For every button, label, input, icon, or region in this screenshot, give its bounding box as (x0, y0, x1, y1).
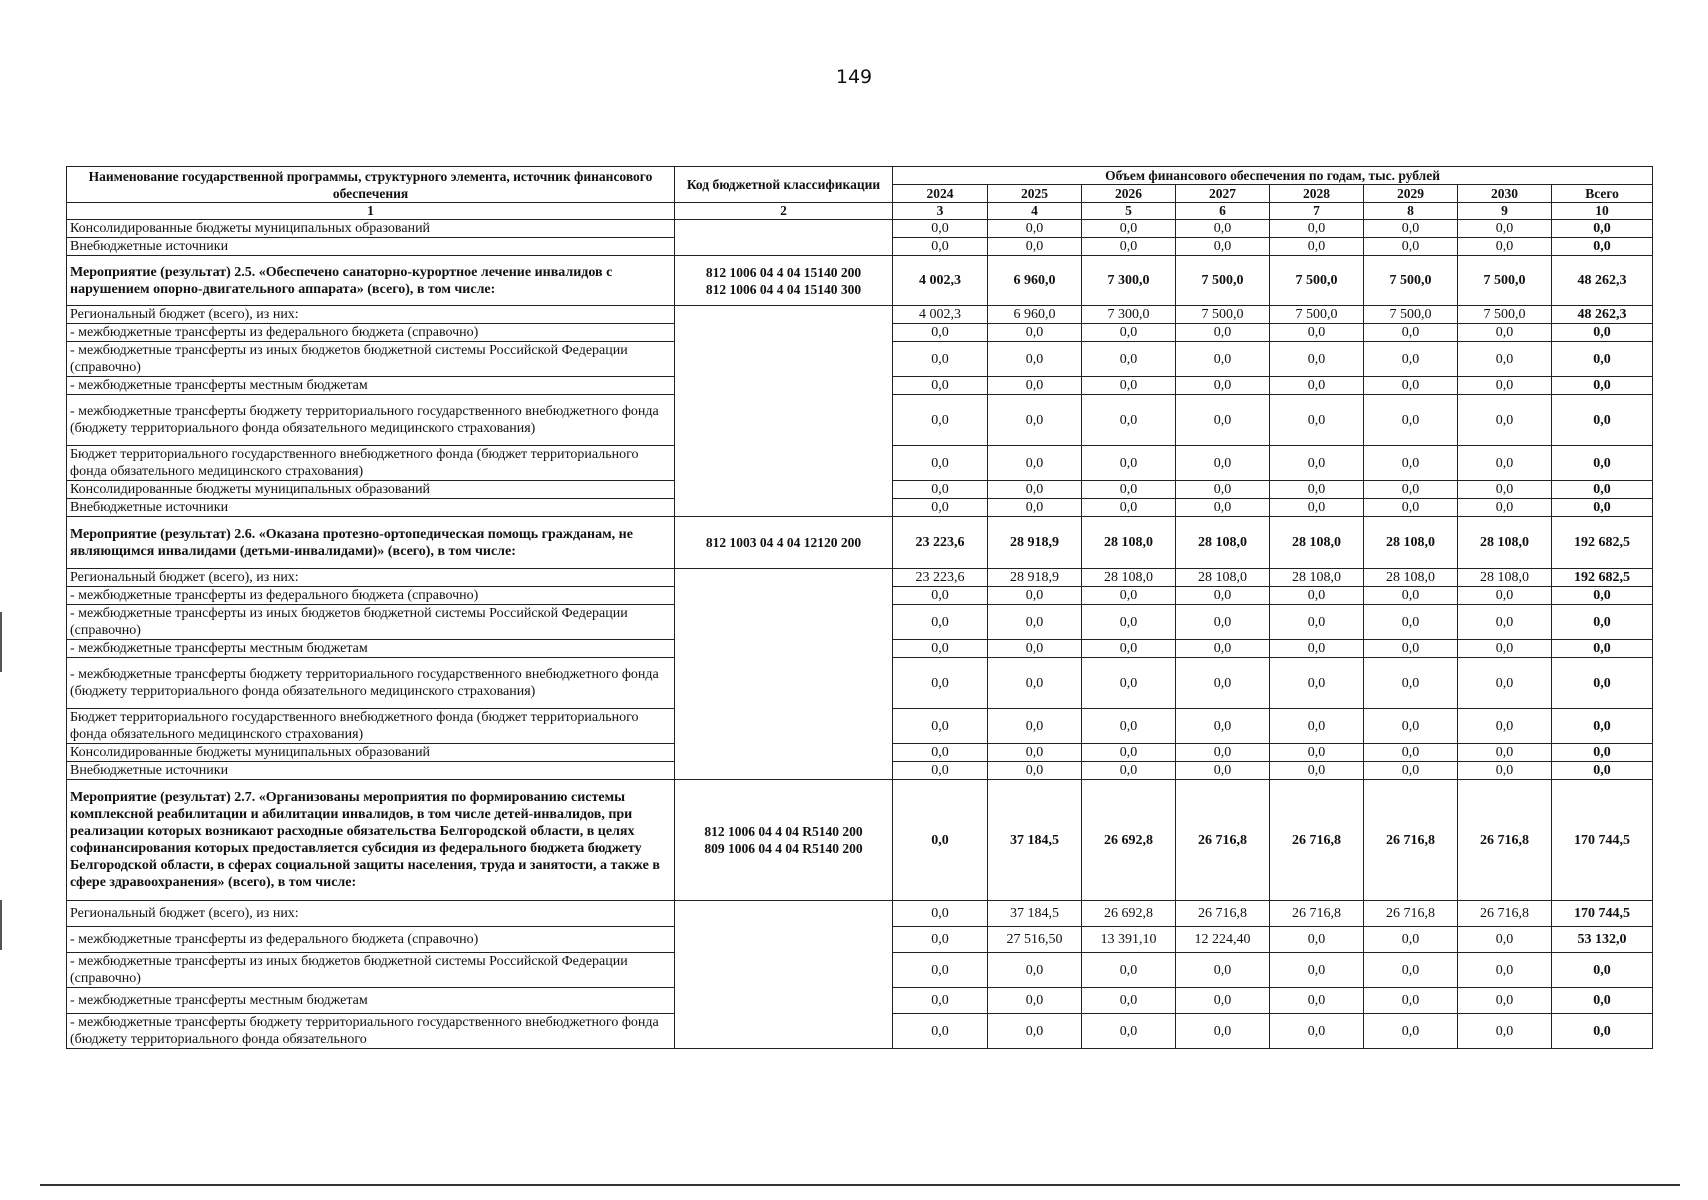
year-value: 0,0 (893, 220, 988, 238)
year-value: 0,0 (893, 446, 988, 481)
row-total: 0,0 (1552, 395, 1653, 446)
year-value: 0,0 (1364, 342, 1458, 377)
column-index: 4 (988, 203, 1082, 220)
year-value: 0,0 (1270, 988, 1364, 1014)
year-value: 0,0 (1270, 953, 1364, 988)
year-value: 0,0 (1176, 377, 1270, 395)
year-value: 0,0 (893, 238, 988, 256)
year-value: 0,0 (1176, 709, 1270, 744)
year-value: 0,0 (893, 709, 988, 744)
header-code: Код бюджетной классификации (675, 167, 893, 203)
year-value: 37 184,5 (988, 780, 1082, 901)
year-value: 0,0 (988, 953, 1082, 988)
year-value: 7 500,0 (1364, 256, 1458, 306)
year-value: 28 108,0 (1082, 517, 1176, 569)
year-value: 28 108,0 (1270, 517, 1364, 569)
row-total: 0,0 (1552, 1014, 1653, 1049)
row-total: 48 262,3 (1552, 306, 1653, 324)
table-row (67, 306, 1653, 324)
year-value: 0,0 (1176, 744, 1270, 762)
header-year: 2029 (1364, 185, 1458, 203)
year-value: 0,0 (893, 762, 988, 780)
year-value: 0,0 (1364, 499, 1458, 517)
row-name: - межбюджетные трансферты из иных бюджетов бюджетной системы Российской Федерации (справочно) (67, 605, 675, 640)
scan-margin-mark (0, 900, 2, 950)
year-value: 0,0 (1458, 238, 1552, 256)
row-name: Мероприятие (результат) 2.5. «Обеспечено санаторно-курортное лечение инвалидов с нарушением опорно-двигательного аппарата» (всего), в том числе: (67, 256, 675, 306)
year-value: 0,0 (1458, 395, 1552, 446)
year-value: 6 960,0 (988, 256, 1082, 306)
year-value: 0,0 (1176, 446, 1270, 481)
year-value: 4 002,3 (893, 256, 988, 306)
year-value: 0,0 (988, 481, 1082, 499)
table-row (67, 256, 1653, 306)
year-value: 0,0 (1270, 238, 1364, 256)
budget-code (675, 306, 893, 517)
row-total: 53 132,0 (1552, 927, 1653, 953)
row-name: - межбюджетные трансферты бюджету территориального государственного внебюджетного фонда (бюджету территориального фонда обязательного (67, 1014, 675, 1049)
row-name: Консолидированные бюджеты муниципальных образований (67, 744, 675, 762)
year-value: 0,0 (893, 1014, 988, 1049)
year-value: 0,0 (1458, 587, 1552, 605)
row-name: Региональный бюджет (всего), из них: (67, 901, 675, 927)
year-value: 0,0 (1082, 658, 1176, 709)
year-value: 28 108,0 (1364, 517, 1458, 569)
row-name: Внебюджетные источники (67, 499, 675, 517)
year-value: 0,0 (1082, 1014, 1176, 1049)
row-name: Бюджет территориального государственного внебюджетного фонда (бюджет территориального фонда обязательного медицинского страхования) (67, 709, 675, 744)
year-value: 0,0 (1364, 744, 1458, 762)
year-value: 0,0 (988, 395, 1082, 446)
year-value: 0,0 (1082, 640, 1176, 658)
budget-code (675, 220, 893, 256)
row-total: 0,0 (1552, 499, 1653, 517)
year-value: 28 108,0 (1458, 569, 1552, 587)
table-row (67, 780, 1653, 901)
year-value: 0,0 (893, 927, 988, 953)
year-value: 0,0 (988, 658, 1082, 709)
year-value: 7 500,0 (1458, 306, 1552, 324)
year-value: 7 300,0 (1082, 306, 1176, 324)
row-total: 0,0 (1552, 377, 1653, 395)
year-value: 0,0 (1270, 220, 1364, 238)
year-value: 28 108,0 (1270, 569, 1364, 587)
year-value: 0,0 (1082, 481, 1176, 499)
row-total: 170 744,5 (1552, 901, 1653, 927)
year-value: 26 716,8 (1270, 901, 1364, 927)
year-value: 0,0 (1176, 640, 1270, 658)
row-name: Бюджет территориального государственного внебюджетного фонда (бюджет территориального фонда обязательного медицинского страхования) (67, 446, 675, 481)
year-value: 0,0 (988, 709, 1082, 744)
year-value: 0,0 (1364, 238, 1458, 256)
table-row (67, 901, 1653, 927)
row-name: Региональный бюджет (всего), из них: (67, 306, 675, 324)
row-name: - межбюджетные трансферты из федерального бюджета (справочно) (67, 324, 675, 342)
table-row (67, 220, 1653, 238)
row-total: 0,0 (1552, 744, 1653, 762)
year-value: 23 223,6 (893, 569, 988, 587)
row-total: 0,0 (1552, 342, 1653, 377)
year-value: 0,0 (1270, 709, 1364, 744)
year-value: 0,0 (1270, 342, 1364, 377)
year-value: 0,0 (1364, 953, 1458, 988)
year-value: 0,0 (988, 587, 1082, 605)
row-total: 0,0 (1552, 709, 1653, 744)
header-year: 2025 (988, 185, 1082, 203)
year-value: 0,0 (1082, 220, 1176, 238)
year-value: 0,0 (1270, 658, 1364, 709)
year-value: 0,0 (1364, 220, 1458, 238)
column-index: 8 (1364, 203, 1458, 220)
year-value: 0,0 (1270, 640, 1364, 658)
year-value: 28 108,0 (1364, 569, 1458, 587)
column-index: 10 (1552, 203, 1653, 220)
column-index: 9 (1458, 203, 1552, 220)
year-value: 0,0 (1364, 395, 1458, 446)
year-value: 0,0 (1082, 395, 1176, 446)
year-value: 0,0 (893, 988, 988, 1014)
budget-code (675, 901, 893, 1049)
year-value: 0,0 (1270, 395, 1364, 446)
year-value: 26 692,8 (1082, 901, 1176, 927)
header-volume: Объем финансового обеспечения по годам, тыс. рублей (893, 167, 1653, 185)
year-value: 0,0 (1082, 238, 1176, 256)
year-value: 0,0 (1458, 709, 1552, 744)
year-value: 0,0 (893, 377, 988, 395)
row-name: Внебюджетные источники (67, 762, 675, 780)
year-value: 0,0 (1458, 658, 1552, 709)
page-number: 149 (835, 66, 873, 88)
row-name: Мероприятие (результат) 2.7. «Организованы мероприятия по формированию системы комплексной реабилитации и абилитации инвалидов, в том числе детей-инвалидов, при реализации которых возникают расходные обязательства Белгородской области, в целях софинансирования которых предоставляется субсидия из федерального бюджета бюджету Белгородской области, в сферах социальной защиты населения, труда и занятости, а также в сфере здравоохранения» (всего), в том числе: (67, 780, 675, 901)
year-value: 0,0 (988, 238, 1082, 256)
year-value: 26 716,8 (1364, 780, 1458, 901)
header-total: Всего (1552, 185, 1653, 203)
year-value: 28 108,0 (1176, 569, 1270, 587)
row-name: - межбюджетные трансферты местным бюджетам (67, 988, 675, 1014)
year-value: 28 918,9 (988, 569, 1082, 587)
year-value: 0,0 (1082, 605, 1176, 640)
scan-margin-mark (0, 612, 2, 672)
row-total: 0,0 (1552, 988, 1653, 1014)
header-year: 2026 (1082, 185, 1176, 203)
row-name: - межбюджетные трансферты из федерального бюджета (справочно) (67, 587, 675, 605)
year-value: 0,0 (1364, 324, 1458, 342)
header-year: 2030 (1458, 185, 1552, 203)
year-value: 28 918,9 (988, 517, 1082, 569)
row-name: Консолидированные бюджеты муниципальных образований (67, 481, 675, 499)
year-value: 28 108,0 (1176, 517, 1270, 569)
year-value: 0,0 (1176, 342, 1270, 377)
year-value: 0,0 (988, 1014, 1082, 1049)
year-value: 0,0 (1270, 446, 1364, 481)
year-value: 0,0 (893, 780, 988, 901)
year-value: 0,0 (1458, 446, 1552, 481)
year-value: 0,0 (988, 988, 1082, 1014)
budget-code: 812 1003 04 4 04 12120 200 (675, 517, 893, 569)
year-value: 0,0 (1458, 927, 1552, 953)
year-value: 0,0 (1458, 481, 1552, 499)
year-value: 27 516,50 (988, 927, 1082, 953)
budget-table (66, 166, 1653, 1049)
year-value: 26 716,8 (1364, 901, 1458, 927)
year-value: 0,0 (1082, 446, 1176, 481)
year-value: 0,0 (988, 605, 1082, 640)
year-value: 26 716,8 (1270, 780, 1364, 901)
column-index: 5 (1082, 203, 1176, 220)
year-value: 0,0 (988, 762, 1082, 780)
row-total: 192 682,5 (1552, 517, 1653, 569)
year-value: 23 223,6 (893, 517, 988, 569)
year-value: 0,0 (1364, 988, 1458, 1014)
year-value: 0,0 (893, 587, 988, 605)
year-value: 26 716,8 (1176, 901, 1270, 927)
year-value: 0,0 (1364, 1014, 1458, 1049)
year-value: 0,0 (893, 744, 988, 762)
row-total: 170 744,5 (1552, 780, 1653, 901)
table-row (67, 517, 1653, 569)
year-value: 0,0 (893, 640, 988, 658)
year-value: 0,0 (1458, 377, 1552, 395)
row-total: 0,0 (1552, 605, 1653, 640)
row-name: - межбюджетные трансферты бюджету территориального государственного внебюджетного фонда (бюджету территориального фонда обязательного медицинского страхования) (67, 395, 675, 446)
year-value: 12 224,40 (1176, 927, 1270, 953)
year-value: 0,0 (1176, 587, 1270, 605)
budget-code: 812 1006 04 4 04 15140 200 812 1006 04 4 04 15140 300 (675, 256, 893, 306)
row-total: 0,0 (1552, 658, 1653, 709)
year-value: 7 300,0 (1082, 256, 1176, 306)
year-value: 0,0 (1458, 342, 1552, 377)
year-value: 0,0 (988, 324, 1082, 342)
row-total: 0,0 (1552, 587, 1653, 605)
year-value: 7 500,0 (1458, 256, 1552, 306)
year-value: 28 108,0 (1082, 569, 1176, 587)
year-value: 7 500,0 (1270, 256, 1364, 306)
year-value: 0,0 (1364, 927, 1458, 953)
row-name: - межбюджетные трансферты из иных бюджетов бюджетной системы Российской Федерации (справочно) (67, 342, 675, 377)
year-value: 0,0 (988, 744, 1082, 762)
year-value: 0,0 (1458, 988, 1552, 1014)
year-value: 0,0 (988, 499, 1082, 517)
year-value: 0,0 (893, 901, 988, 927)
year-value: 0,0 (1082, 709, 1176, 744)
year-value: 0,0 (1458, 499, 1552, 517)
row-total: 0,0 (1552, 640, 1653, 658)
year-value: 0,0 (1364, 587, 1458, 605)
year-value: 0,0 (1458, 605, 1552, 640)
year-value: 4 002,3 (893, 306, 988, 324)
year-value: 0,0 (893, 605, 988, 640)
year-value: 0,0 (893, 658, 988, 709)
row-name: Внебюджетные источники (67, 238, 675, 256)
year-value: 0,0 (1176, 395, 1270, 446)
column-index: 6 (1176, 203, 1270, 220)
year-value: 0,0 (988, 220, 1082, 238)
year-value: 0,0 (1458, 1014, 1552, 1049)
year-value: 7 500,0 (1364, 306, 1458, 324)
year-value: 0,0 (988, 640, 1082, 658)
table-row (67, 569, 1653, 587)
year-value: 0,0 (1364, 658, 1458, 709)
year-value: 0,0 (988, 446, 1082, 481)
year-value: 0,0 (1176, 324, 1270, 342)
year-value: 0,0 (1458, 762, 1552, 780)
row-name: - межбюджетные трансферты из иных бюджетов бюджетной системы Российской Федерации (справочно) (67, 953, 675, 988)
year-value: 0,0 (1364, 481, 1458, 499)
year-value: 0,0 (1082, 324, 1176, 342)
row-total: 0,0 (1552, 762, 1653, 780)
year-value: 0,0 (1364, 709, 1458, 744)
year-value: 28 108,0 (1458, 517, 1552, 569)
year-value: 0,0 (1082, 988, 1176, 1014)
year-value: 0,0 (1176, 238, 1270, 256)
year-value: 0,0 (1364, 605, 1458, 640)
row-total: 0,0 (1552, 481, 1653, 499)
year-value: 0,0 (1176, 762, 1270, 780)
row-total: 0,0 (1552, 238, 1653, 256)
year-value: 26 716,8 (1458, 780, 1552, 901)
row-name: - межбюджетные трансферты бюджету территориального государственного внебюджетного фонда (бюджету территориального фонда обязательного медицинского страхования) (67, 658, 675, 709)
year-value: 0,0 (988, 342, 1082, 377)
year-value: 0,0 (893, 953, 988, 988)
row-total: 0,0 (1552, 324, 1653, 342)
year-value: 0,0 (1458, 220, 1552, 238)
column-index: 1 (67, 203, 675, 220)
header-year: 2028 (1270, 185, 1364, 203)
year-value: 0,0 (1458, 324, 1552, 342)
year-value: 0,0 (1270, 377, 1364, 395)
year-value: 0,0 (1176, 658, 1270, 709)
year-value: 0,0 (1082, 587, 1176, 605)
year-value: 0,0 (1176, 988, 1270, 1014)
year-value: 0,0 (893, 324, 988, 342)
scan-edge-line (40, 1184, 1680, 1186)
year-value: 0,0 (1270, 481, 1364, 499)
year-value: 0,0 (1458, 744, 1552, 762)
year-value: 37 184,5 (988, 901, 1082, 927)
year-value: 0,0 (1458, 953, 1552, 988)
header-year: 2027 (1176, 185, 1270, 203)
row-name: - межбюджетные трансферты из федерального бюджета (справочно) (67, 927, 675, 953)
row-name: - межбюджетные трансферты местным бюджетам (67, 640, 675, 658)
header-year: 2024 (893, 185, 988, 203)
year-value: 0,0 (1458, 640, 1552, 658)
year-value: 0,0 (1176, 220, 1270, 238)
row-name: Консолидированные бюджеты муниципальных образований (67, 220, 675, 238)
year-value: 0,0 (1270, 324, 1364, 342)
year-value: 0,0 (1364, 446, 1458, 481)
budget-code: 812 1006 04 4 04 R5140 200 809 1006 04 4 04 R5140 200 (675, 780, 893, 901)
year-value: 0,0 (893, 481, 988, 499)
row-name: Региональный бюджет (всего), из них: (67, 569, 675, 587)
row-total: 48 262,3 (1552, 256, 1653, 306)
row-total: 0,0 (1552, 220, 1653, 238)
column-index: 3 (893, 203, 988, 220)
year-value: 0,0 (1176, 605, 1270, 640)
year-value: 0,0 (893, 499, 988, 517)
row-total: 0,0 (1552, 446, 1653, 481)
year-value: 7 500,0 (1270, 306, 1364, 324)
year-value: 0,0 (1082, 744, 1176, 762)
budget-code (675, 569, 893, 780)
year-value: 0,0 (1082, 342, 1176, 377)
year-value: 0,0 (1270, 744, 1364, 762)
year-value: 0,0 (1270, 1014, 1364, 1049)
column-index: 7 (1270, 203, 1364, 220)
year-value: 7 500,0 (1176, 256, 1270, 306)
year-value: 0,0 (1364, 377, 1458, 395)
year-value: 13 391,10 (1082, 927, 1176, 953)
year-value: 0,0 (1176, 1014, 1270, 1049)
year-value: 0,0 (1270, 605, 1364, 640)
year-value: 7 500,0 (1176, 306, 1270, 324)
table-body (67, 220, 1653, 1049)
year-value: 0,0 (1270, 927, 1364, 953)
column-index: 2 (675, 203, 893, 220)
row-name: Мероприятие (результат) 2.6. «Оказана протезно-ортопедическая помощь гражданам, не являющимся инвалидами (детьми-инвалидами)» (всего), в том числе: (67, 517, 675, 569)
year-value: 0,0 (1082, 499, 1176, 517)
year-value: 0,0 (893, 342, 988, 377)
year-value: 0,0 (1364, 762, 1458, 780)
year-value: 0,0 (1176, 481, 1270, 499)
year-value: 0,0 (988, 377, 1082, 395)
year-value: 0,0 (1270, 587, 1364, 605)
year-value: 0,0 (1270, 499, 1364, 517)
year-value: 0,0 (1270, 762, 1364, 780)
year-value: 26 692,8 (1082, 780, 1176, 901)
year-value: 0,0 (1364, 640, 1458, 658)
row-name: - межбюджетные трансферты местным бюджетам (67, 377, 675, 395)
year-value: 0,0 (1176, 499, 1270, 517)
year-value: 26 716,8 (1176, 780, 1270, 901)
year-value: 0,0 (1082, 377, 1176, 395)
year-value: 0,0 (893, 395, 988, 446)
row-total: 0,0 (1552, 953, 1653, 988)
header-name: Наименование государственной программы, структурного элемента, источник финансового обеспечения (67, 167, 675, 203)
year-value: 6 960,0 (988, 306, 1082, 324)
year-value: 0,0 (1176, 953, 1270, 988)
year-value: 0,0 (1082, 953, 1176, 988)
year-value: 0,0 (1082, 762, 1176, 780)
year-value: 26 716,8 (1458, 901, 1552, 927)
row-total: 192 682,5 (1552, 569, 1653, 587)
